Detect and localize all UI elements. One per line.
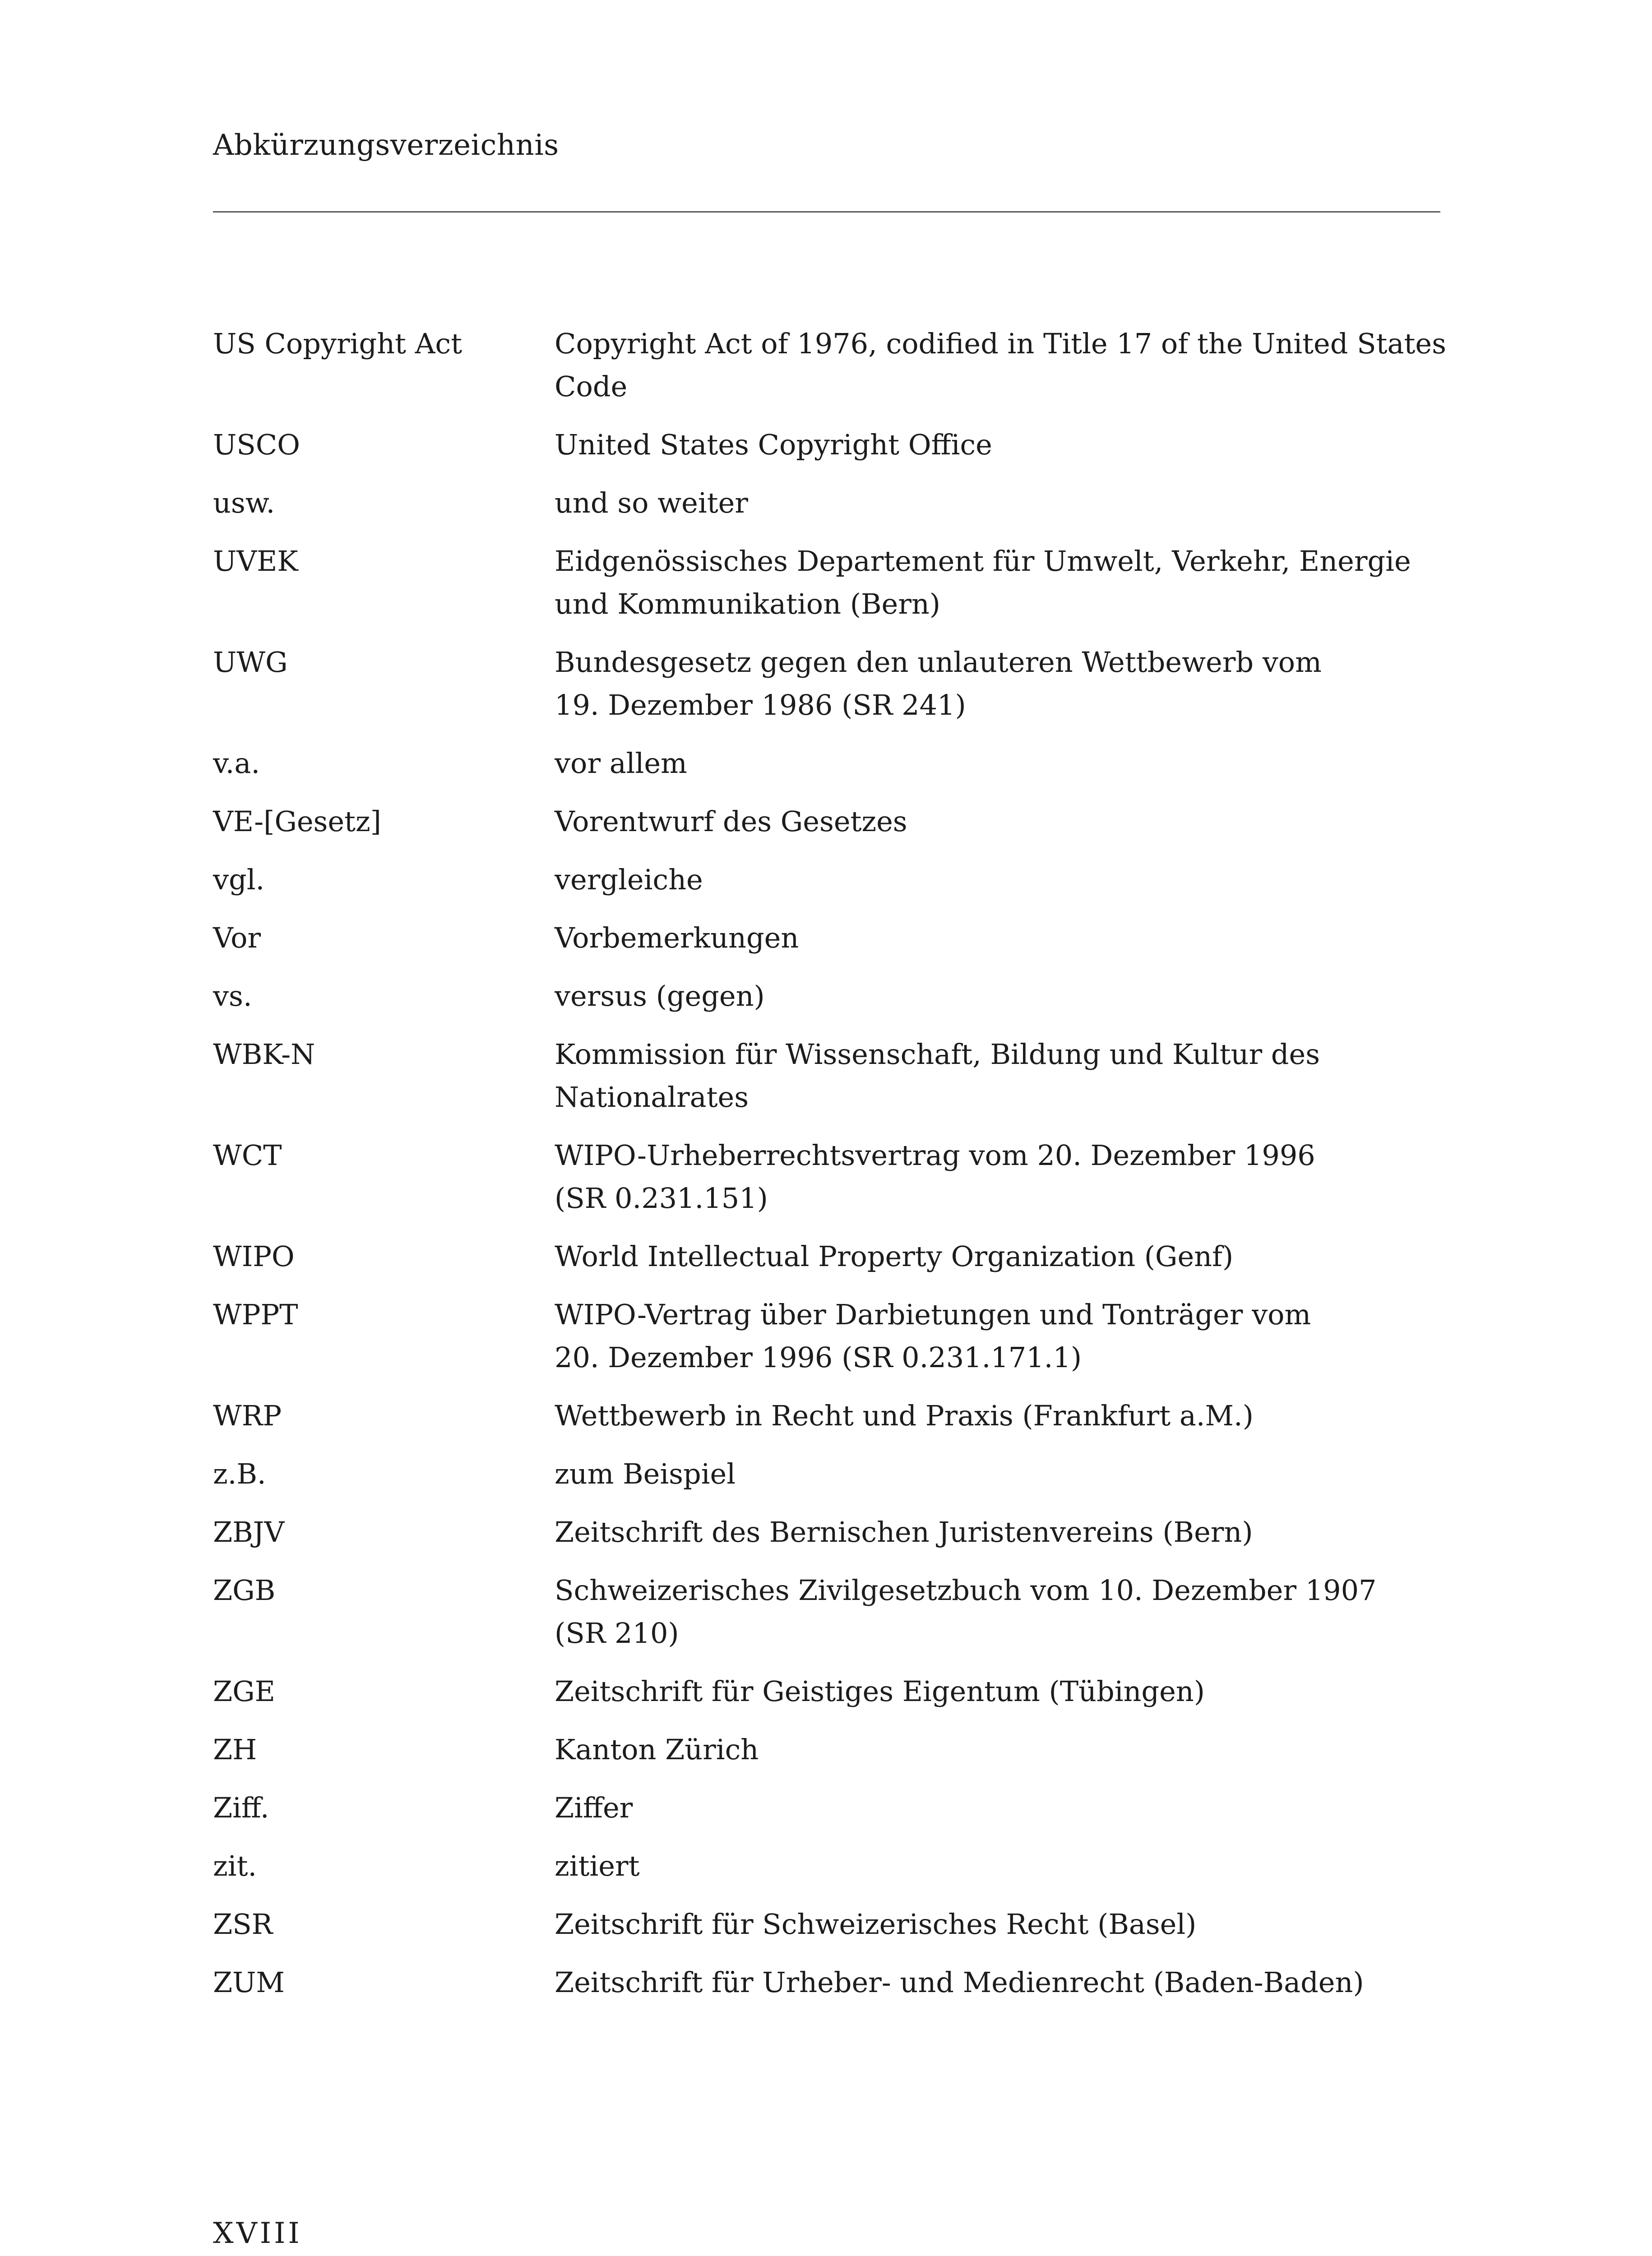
abbreviation-entry	[213, 1235, 1440, 1278]
definition-line: Vorbemerkungen	[555, 921, 799, 954]
abbreviation-term: ZSR	[213, 1908, 273, 1941]
definition-line: Eidgenössisches Departement für Umwelt, Verkehr, Energie	[555, 545, 1411, 578]
abbreviation-definition	[555, 1293, 1440, 1379]
abbreviation-definition	[555, 322, 1446, 408]
abbreviation-definition	[555, 1961, 1440, 2004]
abbreviation-entry	[213, 322, 1446, 408]
definition-line: zum Beispiel	[555, 1457, 736, 1490]
abbreviation-entry	[213, 481, 1440, 524]
abbreviation-definition	[555, 1845, 1440, 1887]
abbreviation-definition	[555, 540, 1440, 625]
abbreviation-entry	[213, 800, 1440, 843]
definition-line: Kanton Zürich	[555, 1733, 759, 1766]
abbreviation-term: Vor	[213, 921, 261, 954]
definition-line: United States Copyright Office	[555, 428, 992, 461]
abbreviation-definition	[555, 1670, 1440, 1713]
abbreviation-entry	[213, 1961, 1440, 2004]
abbreviation-entry	[213, 641, 1440, 726]
abbreviation-entry	[213, 742, 1440, 785]
abbreviation-entry	[213, 1903, 1440, 1946]
definition-line: vor allem	[555, 747, 687, 780]
abbreviation-term: Ziff.	[213, 1791, 269, 1824]
abbreviation-term: vgl.	[213, 863, 265, 896]
abbreviation-definition	[555, 1903, 1440, 1946]
definition-line: (SR 0.231.151)	[555, 1182, 768, 1215]
abbreviation-entry	[213, 858, 1440, 901]
definition-line: Zeitschrift für Schweizerisches Recht (Basel)	[555, 1908, 1197, 1941]
abbreviation-term: WCT	[213, 1139, 282, 1172]
definition-line: Code	[555, 370, 628, 403]
definition-line: zitiert	[555, 1849, 640, 1882]
abbreviation-entry	[213, 975, 1440, 1017]
definition-line: Nationalrates	[555, 1081, 749, 1114]
abbreviation-definition	[555, 916, 1440, 959]
abbreviation-term: vs.	[213, 980, 252, 1012]
abbreviation-entry	[213, 1293, 1440, 1379]
definition-line: Copyright Act of 1976, codified in Title 17 of the United States	[555, 327, 1446, 360]
abbreviation-definition	[555, 742, 1440, 785]
definition-line: Wettbewerb in Recht und Praxis (Frankfurt a.M.)	[555, 1399, 1254, 1432]
abbreviation-entry	[213, 1786, 1440, 1829]
abbreviation-term: usw.	[213, 486, 275, 519]
abbreviation-definition	[555, 858, 1440, 901]
abbreviation-definition	[555, 1394, 1440, 1437]
abbreviation-entry	[213, 1845, 1440, 1887]
definition-line: Zeitschrift für Urheber- und Medienrecht (Baden-Baden)	[555, 1966, 1364, 1999]
abbreviation-entry	[213, 540, 1440, 625]
abbreviation-definition	[555, 423, 1440, 466]
definition-line: und so weiter	[555, 486, 748, 519]
definition-line: WIPO-Vertrag über Darbietungen und Tonträger vom	[555, 1298, 1311, 1331]
abbreviation-list	[213, 322, 1446, 2019]
definition-line: Kommission für Wissenschaft, Bildung und Kultur des	[555, 1038, 1320, 1071]
definition-line: Vorentwurf des Gesetzes	[555, 805, 907, 838]
definition-line: und Kommunikation (Bern)	[555, 587, 940, 620]
definition-line: Zeitschrift des Bernischen Juristenvereins (Bern)	[555, 1516, 1253, 1549]
running-head: Abkürzungsverzeichnis	[213, 129, 559, 162]
abbreviation-definition	[555, 1728, 1440, 1771]
abbreviation-term: US Copyright Act	[213, 327, 463, 360]
abbreviation-term: ZH	[213, 1733, 257, 1766]
abbreviation-definition	[555, 975, 1440, 1017]
abbreviation-term: ZUM	[213, 1966, 285, 1999]
abbreviation-entry	[213, 1033, 1440, 1119]
abbreviation-term: WRP	[213, 1399, 282, 1432]
definition-line: Zeitschrift für Geistiges Eigentum (Tübingen)	[555, 1675, 1205, 1708]
definition-line: versus (gegen)	[555, 980, 765, 1012]
definition-line: (SR 210)	[555, 1617, 679, 1650]
abbreviation-term: zit.	[213, 1849, 257, 1882]
abbreviation-entry	[213, 1134, 1440, 1220]
definition-line: vergleiche	[555, 863, 703, 896]
abbreviation-term: v.a.	[213, 747, 260, 780]
definition-line: Ziffer	[555, 1791, 633, 1824]
page-number: XVIII	[213, 2217, 302, 2250]
abbreviation-term: UVEK	[213, 545, 298, 578]
abbreviation-term: WIPO	[213, 1240, 295, 1273]
definition-line: 20. Dezember 1996 (SR 0.231.171.1)	[555, 1341, 1082, 1374]
abbreviation-definition	[555, 1235, 1440, 1278]
abbreviation-entry	[213, 1452, 1440, 1495]
definition-line: Schweizerisches Zivilgesetzbuch vom 10. Dezember 1907	[555, 1574, 1377, 1607]
abbreviation-entry	[213, 1670, 1440, 1713]
abbreviation-definition	[555, 1134, 1440, 1220]
abbreviation-term: VE-[Gesetz]	[213, 805, 381, 838]
abbreviation-term: WPPT	[213, 1298, 298, 1331]
abbreviation-definition	[555, 1569, 1440, 1655]
abbreviation-definition	[555, 1786, 1440, 1829]
abbreviation-term: USCO	[213, 428, 300, 461]
abbreviation-entry	[213, 1728, 1440, 1771]
abbreviation-term: ZGB	[213, 1574, 276, 1607]
abbreviation-entry	[213, 1569, 1440, 1655]
definition-line: Bundesgesetz gegen den unlauteren Wettbewerb vom	[555, 646, 1322, 679]
abbreviation-definition	[555, 481, 1440, 524]
abbreviation-term: UWG	[213, 646, 288, 679]
abbreviation-entry	[213, 1511, 1440, 1553]
abbreviation-definition	[555, 641, 1440, 726]
header-rule	[213, 211, 1440, 213]
abbreviation-entry	[213, 423, 1440, 466]
definition-line: WIPO-Urheberrechtsvertrag vom 20. Dezember 1996	[555, 1139, 1315, 1172]
abbreviation-term: ZGE	[213, 1675, 275, 1708]
abbreviation-definition	[555, 1033, 1440, 1119]
abbreviation-term: z.B.	[213, 1457, 266, 1490]
abbreviation-definition	[555, 1511, 1440, 1553]
definition-line: 19. Dezember 1986 (SR 241)	[555, 689, 966, 721]
definition-line: World Intellectual Property Organization (Genf)	[555, 1240, 1234, 1273]
abbreviation-definition	[555, 1452, 1440, 1495]
abbreviation-entry	[213, 1394, 1440, 1437]
abbreviation-entry	[213, 916, 1440, 959]
abbreviation-term: WBK-N	[213, 1038, 315, 1071]
abbreviation-term: ZBJV	[213, 1516, 285, 1549]
abbreviation-definition	[555, 800, 1440, 843]
